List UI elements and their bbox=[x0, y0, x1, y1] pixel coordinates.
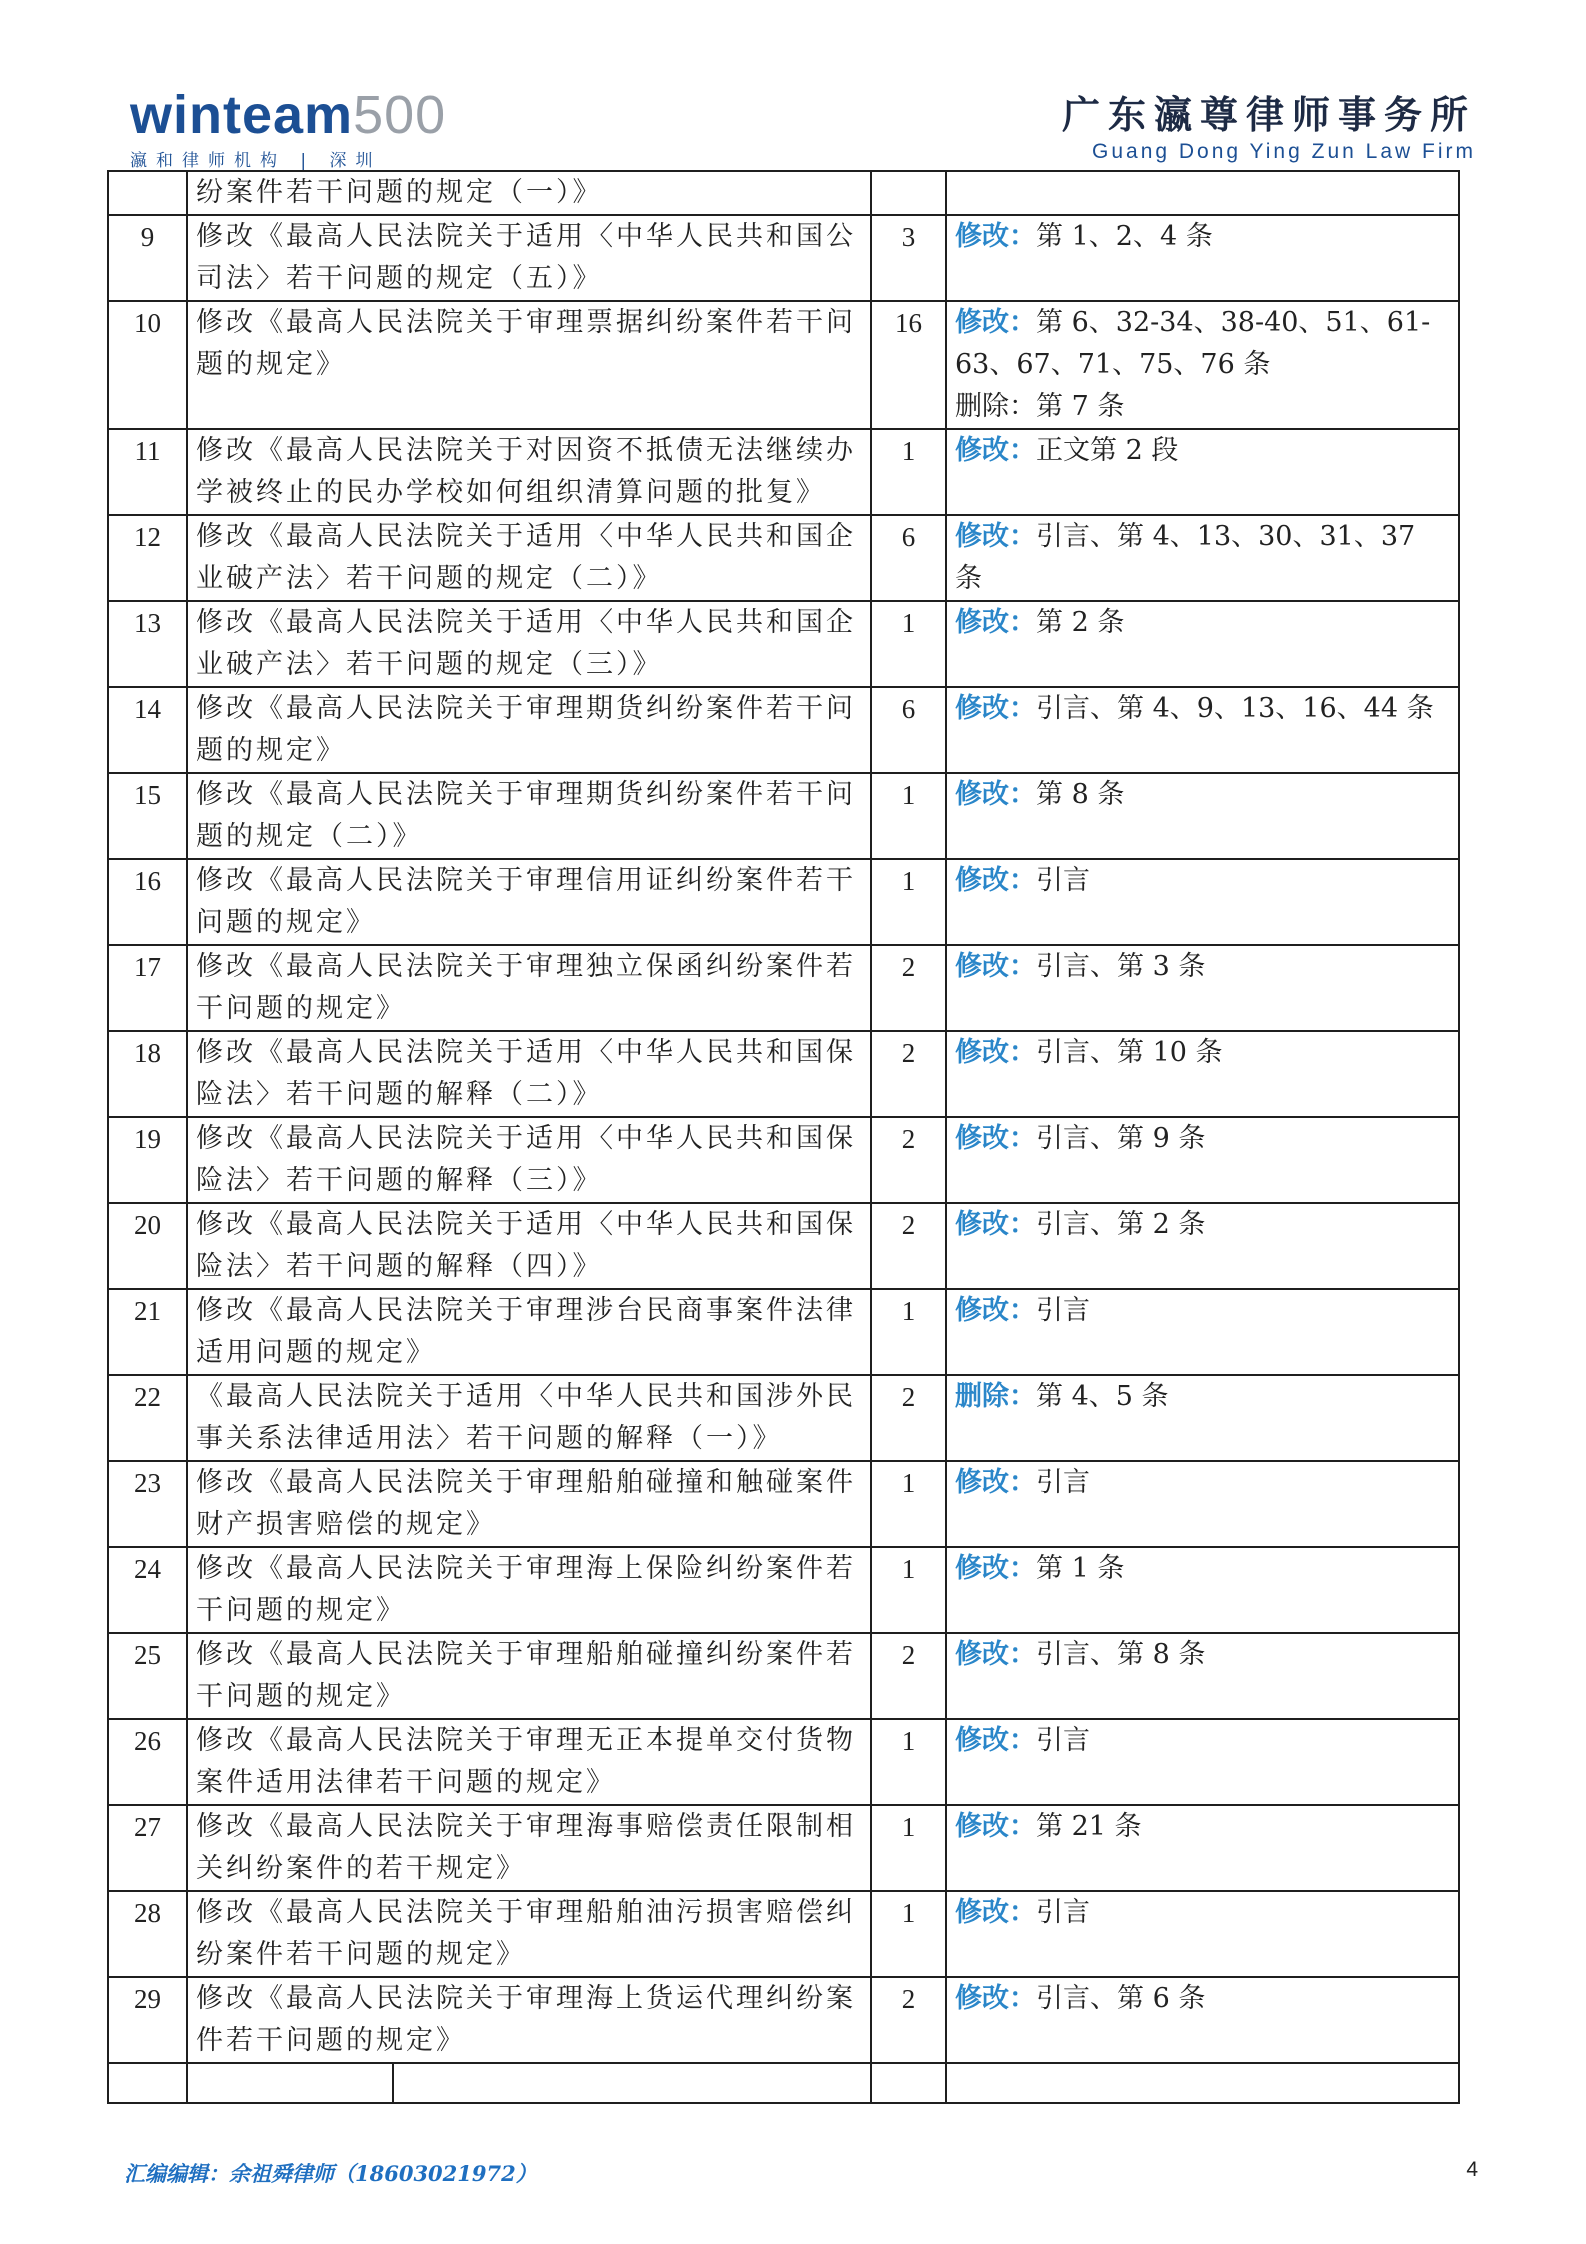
regulation-title: 修改《最高人民法院关于适用〈中华人民共和国公司法〉若干问题的规定（五）》 bbox=[187, 215, 871, 301]
change-text: 第 8 条 bbox=[1036, 779, 1125, 810]
change-detail bbox=[946, 429, 1459, 515]
table-row bbox=[108, 1375, 1459, 1461]
change-type: 修改： bbox=[955, 607, 1036, 638]
regulation-title: 修改《最高人民法院关于审理海上货运代理纠纷案件若干问题的规定》 bbox=[187, 1977, 871, 2063]
article-count: 1 bbox=[871, 1461, 946, 1547]
article-count: 2 bbox=[871, 1203, 946, 1289]
article-count: 16 bbox=[871, 301, 946, 429]
regulation-title: 修改《最高人民法院关于适用〈中华人民共和国保险法〉若干问题的解释（二）》 bbox=[187, 1031, 871, 1117]
table-row bbox=[108, 301, 1459, 429]
change-text: 第 4、5 条 bbox=[1036, 1381, 1169, 1412]
change-type: 修改： bbox=[955, 1553, 1036, 1584]
row-number: 24 bbox=[108, 1547, 187, 1633]
row-number: 12 bbox=[108, 515, 187, 601]
change-text: 引言 bbox=[1036, 1295, 1090, 1326]
regulation-title: 修改《最高人民法院关于审理期货纠纷案件若干问题的规定（二）》 bbox=[187, 773, 871, 859]
row-number: 22 bbox=[108, 1375, 187, 1461]
change-detail bbox=[946, 1633, 1459, 1719]
table-row bbox=[108, 1117, 1459, 1203]
change-type: 修改： bbox=[955, 1897, 1036, 1928]
article-count: 1 bbox=[871, 1805, 946, 1891]
footer-compiler: 汇编编辑：余祖舜律师（18603021972） bbox=[124, 2161, 537, 2186]
change-type: 修改： bbox=[955, 1123, 1036, 1154]
change-type: 修改： bbox=[955, 1811, 1036, 1842]
change-type: 修改： bbox=[955, 521, 1036, 552]
logo-subtitle: 瀛和律师机构 | 深圳 bbox=[130, 151, 382, 171]
table-row bbox=[108, 773, 1459, 859]
change-detail bbox=[946, 945, 1459, 1031]
change-text: 第 6、32-34、38-40、51、61-63、67、71、75、76 条 bbox=[955, 307, 1431, 380]
article-count: 1 bbox=[871, 601, 946, 687]
regulation-title: 修改《最高人民法院关于适用〈中华人民共和国保险法〉若干问题的解释（四）》 bbox=[187, 1203, 871, 1289]
row-number: 11 bbox=[108, 429, 187, 515]
article-count: 3 bbox=[871, 215, 946, 301]
table-row bbox=[108, 1633, 1459, 1719]
article-count: 1 bbox=[871, 1547, 946, 1633]
change-text: 引言、第 4、9、13、16、44 条 bbox=[1036, 693, 1434, 724]
change-detail bbox=[946, 1977, 1459, 2063]
table-row bbox=[108, 1891, 1459, 1977]
change-type: 修改： bbox=[955, 779, 1036, 810]
row-number: 26 bbox=[108, 1719, 187, 1805]
table-row bbox=[108, 215, 1459, 301]
row-number: 27 bbox=[108, 1805, 187, 1891]
page-number: 4 bbox=[1466, 2158, 1478, 2181]
row-number: 18 bbox=[108, 1031, 187, 1117]
change-text: 引言、第 4、13、30、31、37 条 bbox=[955, 521, 1416, 594]
article-count: 2 bbox=[871, 1031, 946, 1117]
table-row bbox=[108, 1547, 1459, 1633]
continuation-cell: 纷案件若干问题的规定（一）》 bbox=[187, 171, 871, 215]
amendment-table bbox=[107, 170, 1460, 2104]
row-number: 21 bbox=[108, 1289, 187, 1375]
table-row bbox=[108, 1977, 1459, 2063]
change-detail bbox=[946, 1891, 1459, 1977]
regulation-title: 修改《最高人民法院关于审理海上保险纠纷案件若干问题的规定》 bbox=[187, 1547, 871, 1633]
change-text: 引言、第 3 条 bbox=[1036, 951, 1206, 982]
row-number: 23 bbox=[108, 1461, 187, 1547]
change-type: 修改： bbox=[955, 1467, 1036, 1498]
regulation-title: 《最高人民法院关于适用〈中华人民共和国涉外民事关系法律适用法〉若干问题的解释（一）》 bbox=[187, 1375, 871, 1461]
firm-name-en: Guang Dong Ying Zun Law Firm bbox=[1092, 140, 1476, 163]
article-count: 6 bbox=[871, 515, 946, 601]
logo-wordmark: winteam bbox=[130, 85, 354, 145]
change-type: 修改： bbox=[955, 435, 1036, 466]
change-text: 引言、第 10 条 bbox=[1036, 1037, 1223, 1068]
row-number: 14 bbox=[108, 687, 187, 773]
change-type: 修改： bbox=[955, 1037, 1036, 1068]
change-text: 引言 bbox=[1036, 1897, 1090, 1928]
change-type: 修改： bbox=[955, 307, 1036, 338]
article-count: 1 bbox=[871, 1289, 946, 1375]
regulation-title: 修改《最高人民法院关于审理无正本提单交付货物案件适用法律若干问题的规定》 bbox=[187, 1719, 871, 1805]
firm-logo bbox=[1061, 92, 1476, 164]
table-row bbox=[108, 859, 1459, 945]
change-text: 引言、第 9 条 bbox=[1036, 1123, 1206, 1154]
table-row bbox=[108, 1805, 1459, 1891]
regulation-title: 修改《最高人民法院关于审理信用证纠纷案件若干问题的规定》 bbox=[187, 859, 871, 945]
change-detail bbox=[946, 1547, 1459, 1633]
change-text: 第 21 条 bbox=[1036, 1811, 1142, 1842]
change-detail bbox=[946, 215, 1459, 301]
change-detail bbox=[946, 1375, 1459, 1461]
change-type: 修改： bbox=[955, 221, 1036, 252]
table-row bbox=[108, 515, 1459, 601]
table-row bbox=[108, 1031, 1459, 1117]
table-row bbox=[108, 429, 1459, 515]
continuation-row bbox=[108, 171, 1459, 215]
change-text: 引言 bbox=[1036, 865, 1090, 896]
change-type: 修改： bbox=[955, 951, 1036, 982]
change-detail bbox=[946, 1805, 1459, 1891]
change-type: 修改： bbox=[955, 1639, 1036, 1670]
change-detail bbox=[946, 601, 1459, 687]
change-detail bbox=[946, 1203, 1459, 1289]
empty-row bbox=[108, 2063, 1459, 2103]
article-count: 1 bbox=[871, 429, 946, 515]
article-count: 2 bbox=[871, 945, 946, 1031]
change-type: 删除： bbox=[955, 1381, 1036, 1412]
regulation-title: 修改《最高人民法院关于审理海事赔偿责任限制相关纠纷案件的若干规定》 bbox=[187, 1805, 871, 1891]
regulation-title: 修改《最高人民法院关于审理船舶碰撞和触碰案件财产损害赔偿的规定》 bbox=[187, 1461, 871, 1547]
change-detail bbox=[946, 859, 1459, 945]
regulation-title: 修改《最高人民法院关于适用〈中华人民共和国企业破产法〉若干问题的规定（二）》 bbox=[187, 515, 871, 601]
change-type: 修改： bbox=[955, 1725, 1036, 1756]
change-detail bbox=[946, 301, 1459, 429]
article-count: 2 bbox=[871, 1375, 946, 1461]
row-number: 28 bbox=[108, 1891, 187, 1977]
change-detail bbox=[946, 1289, 1459, 1375]
article-count: 2 bbox=[871, 1977, 946, 2063]
table-row bbox=[108, 1719, 1459, 1805]
change-type: 修改： bbox=[955, 1209, 1036, 1240]
logo-number: 500 bbox=[353, 85, 447, 145]
change-type: 修改： bbox=[955, 1983, 1036, 2014]
row-number: 17 bbox=[108, 945, 187, 1031]
change-detail bbox=[946, 687, 1459, 773]
regulation-title: 修改《最高人民法院关于审理独立保函纠纷案件若干问题的规定》 bbox=[187, 945, 871, 1031]
change-type: 修改： bbox=[955, 693, 1036, 724]
regulation-title: 修改《最高人民法院关于适用〈中华人民共和国保险法〉若干问题的解释（三）》 bbox=[187, 1117, 871, 1203]
regulation-title: 修改《最高人民法院关于审理涉台民商事案件法律适用问题的规定》 bbox=[187, 1289, 871, 1375]
table-row bbox=[108, 945, 1459, 1031]
change-text: 引言、第 6 条 bbox=[1036, 1983, 1206, 2014]
change-text: 引言 bbox=[1036, 1725, 1090, 1756]
change-detail bbox=[946, 515, 1459, 601]
change-text: 引言、第 8 条 bbox=[1036, 1639, 1206, 1670]
change-text: 引言、第 2 条 bbox=[1036, 1209, 1206, 1240]
table-row bbox=[108, 1203, 1459, 1289]
regulation-title: 修改《最高人民法院关于审理票据纠纷案件若干问题的规定》 bbox=[187, 301, 871, 429]
row-number: 10 bbox=[108, 301, 187, 429]
regulation-title: 修改《最高人民法院关于对因资不抵债无法继续办学被终止的民办学校如何组织清算问题的批复》 bbox=[187, 429, 871, 515]
change-text: 正文第 2 段 bbox=[1036, 435, 1179, 466]
row-number: 9 bbox=[108, 215, 187, 301]
change-detail bbox=[946, 1031, 1459, 1117]
article-count: 1 bbox=[871, 859, 946, 945]
firm-name-cn: 广东瀛尊律师事务所 bbox=[1061, 92, 1476, 137]
article-count: 6 bbox=[871, 687, 946, 773]
regulation-title: 修改《最高人民法院关于审理期货纠纷案件若干问题的规定》 bbox=[187, 687, 871, 773]
row-number: 13 bbox=[108, 601, 187, 687]
change-detail bbox=[946, 1719, 1459, 1805]
winteam-logo bbox=[130, 85, 447, 171]
table-row bbox=[108, 601, 1459, 687]
row-number: 25 bbox=[108, 1633, 187, 1719]
row-number: 16 bbox=[108, 859, 187, 945]
regulation-title: 修改《最高人民法院关于适用〈中华人民共和国企业破产法〉若干问题的规定（三）》 bbox=[187, 601, 871, 687]
change-type: 修改： bbox=[955, 1295, 1036, 1326]
change-text: 引言 bbox=[1036, 1467, 1090, 1498]
change-text: 第 2 条 bbox=[1036, 607, 1125, 638]
article-count: 2 bbox=[871, 1633, 946, 1719]
regulation-title: 修改《最高人民法院关于审理船舶碰撞纠纷案件若干问题的规定》 bbox=[187, 1633, 871, 1719]
page-header bbox=[0, 0, 1586, 170]
change-text: 第 1、2、4 条 bbox=[1036, 221, 1213, 252]
row-number: 29 bbox=[108, 1977, 187, 2063]
article-count: 1 bbox=[871, 773, 946, 859]
row-number: 15 bbox=[108, 773, 187, 859]
change-detail bbox=[946, 1117, 1459, 1203]
table-row bbox=[108, 687, 1459, 773]
table-row bbox=[108, 1461, 1459, 1547]
article-count: 1 bbox=[871, 1891, 946, 1977]
article-count: 1 bbox=[871, 1719, 946, 1805]
table-row bbox=[108, 1289, 1459, 1375]
change-text: 第 1 条 bbox=[1036, 1553, 1125, 1584]
regulation-title: 修改《最高人民法院关于审理船舶油污损害赔偿纠纷案件若干问题的规定》 bbox=[187, 1891, 871, 1977]
row-number: 19 bbox=[108, 1117, 187, 1203]
change-detail bbox=[946, 1461, 1459, 1547]
article-count: 2 bbox=[871, 1117, 946, 1203]
change-extra: 删除：第 7 条 bbox=[955, 391, 1125, 422]
change-type: 修改： bbox=[955, 865, 1036, 896]
change-detail bbox=[946, 773, 1459, 859]
row-number: 20 bbox=[108, 1203, 187, 1289]
